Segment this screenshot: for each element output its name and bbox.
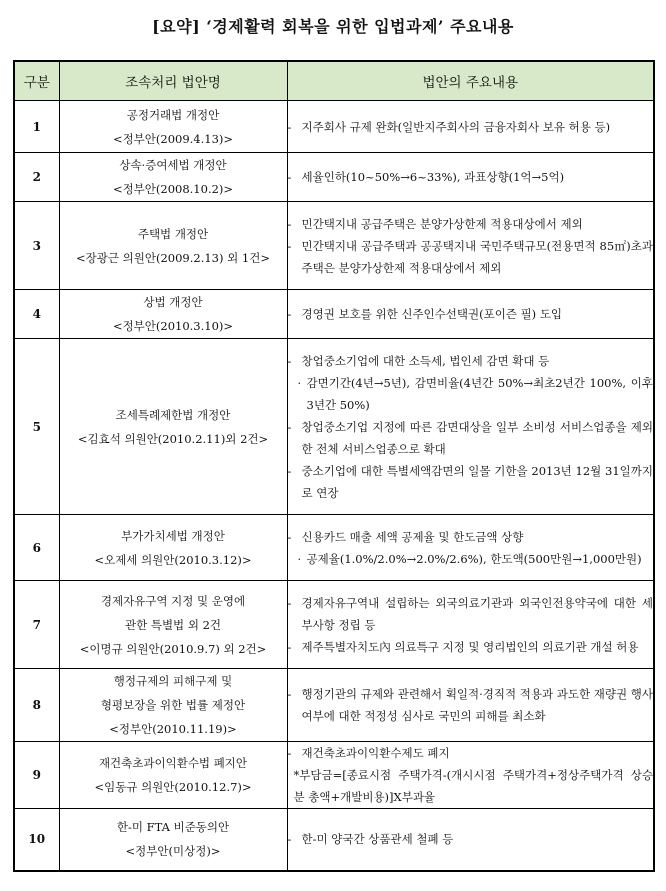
bill-name-cell xyxy=(59,339,287,515)
content-item xyxy=(288,828,654,850)
header-bill: 조속처리 법안명 xyxy=(59,61,287,101)
table-row xyxy=(14,339,654,515)
header-num: 구분 xyxy=(14,61,59,101)
content-subitem xyxy=(288,372,654,416)
row-number: 1 xyxy=(14,101,59,153)
bill-content-cell xyxy=(287,669,654,742)
table-row xyxy=(14,669,654,742)
content-text: 한-미 양국간 상품관세 철폐 등 xyxy=(301,832,454,847)
table-row xyxy=(14,153,654,202)
content-item xyxy=(288,213,654,235)
content-text: 경영권 보호를 위한 신주인수선택권(포이즌 필) 도입 xyxy=(301,307,563,321)
table-row xyxy=(14,581,654,669)
bill-name-line: <정부안(2008.10.2)> xyxy=(112,182,234,196)
bill-name-line: 주택법 개정안 xyxy=(137,226,209,241)
content-text: 창업중소기업에 대한 소득세, 법인세 감면 확대 등 xyxy=(301,353,550,368)
table-row xyxy=(14,742,654,809)
bill-name-line: 형평보장을 위한 법률 제정안 xyxy=(100,698,246,712)
bill-name-cell xyxy=(59,742,287,809)
row-number: 8 xyxy=(14,669,59,742)
middle-dot-bullet: · xyxy=(297,551,302,566)
row-number: 2 xyxy=(14,153,59,202)
bill-content-cell xyxy=(287,153,654,202)
bill-content-cell xyxy=(287,290,654,339)
bill-content-cell xyxy=(287,515,654,581)
dash-bullet: - xyxy=(287,463,292,478)
row-number: 3 xyxy=(14,202,59,290)
bill-name-line: 경제자유구역 지정 및 운영에 xyxy=(100,593,246,608)
content-text: 감면기간(4년→5년), 감면비율(4년간 50%→최초2년간 100%, 이후 3년간 50%) xyxy=(306,375,653,412)
dash-bullet: - xyxy=(287,832,292,847)
bill-name-line: <오제세 의원안(2010.3.12)> xyxy=(94,552,252,567)
bill-content-cell xyxy=(287,202,654,290)
dash-bullet: - xyxy=(287,419,292,434)
bill-name-cell xyxy=(59,153,287,202)
bill-content-cell xyxy=(287,101,654,153)
content-item xyxy=(288,416,654,460)
content-item xyxy=(288,742,654,764)
bill-name-line: 관한 특별법 외 2건 xyxy=(124,617,222,632)
bill-name-cell xyxy=(59,669,287,742)
bill-name-line: 재건축초과이익환수법 폐지안 xyxy=(98,756,248,770)
bill-content-cell xyxy=(287,809,654,871)
content-text: 세율인하(10~50%→6~33%), 과표상향(1억→5억) xyxy=(301,170,565,184)
dash-bullet: - xyxy=(287,307,292,321)
bill-name-line: 부가가치세법 개정안 xyxy=(121,528,225,543)
row-number: 4 xyxy=(14,290,59,339)
bill-name-line: 상속·증여세법 개정안 xyxy=(119,158,227,172)
row-number: 6 xyxy=(14,515,59,581)
dash-bullet: - xyxy=(287,746,292,760)
bill-name-line: <정부안(2010.3.10)> xyxy=(112,319,234,333)
bill-name-line: <정부안(2009.4.13)> xyxy=(112,131,234,146)
bill-name-line: <김효석 의원안(2010.2.11)외 2건> xyxy=(77,431,269,446)
bill-name-cell xyxy=(59,202,287,290)
table-row xyxy=(14,202,654,290)
content-item xyxy=(288,683,654,727)
dash-bullet: - xyxy=(287,170,292,184)
bill-name-line: <장광근 의원안(2009.2.13) 외 1건> xyxy=(76,250,270,265)
row-number: 7 xyxy=(14,581,59,669)
bill-name-cell xyxy=(59,809,287,871)
table-row xyxy=(14,101,654,153)
bill-name-cell xyxy=(59,290,287,339)
dash-bullet: - xyxy=(287,238,292,253)
bill-name-line: 공정거래법 개정안 xyxy=(126,107,220,122)
content-text: 민간택지내 공급주택과 공공택지내 국민주택규모(전용면적 85㎡)초과 주택은 분양가상한제 적용대상에서 제외 xyxy=(301,238,653,275)
content-item xyxy=(288,235,654,279)
middle-dot-bullet: · xyxy=(297,375,302,390)
dash-bullet: - xyxy=(287,595,292,610)
page-title: [요약] ‘경제활력 회복을 위한 입법과제’ 주요내용 xyxy=(152,17,514,36)
bill-name-line: 상법 개정안 xyxy=(143,295,203,309)
bill-name-line: <임동규 의원안(2010.12.7)> xyxy=(94,780,252,794)
dash-bullet: - xyxy=(287,353,292,368)
dash-bullet: - xyxy=(287,639,292,654)
dash-bullet: - xyxy=(287,687,292,701)
row-number: 9 xyxy=(14,742,59,809)
bill-name-line: 행정규제의 피해구제 및 xyxy=(113,674,233,688)
content-text: 제주특별자치도內 의료특구 지정 및 영리법인의 의료기관 개설 허용 xyxy=(301,639,639,654)
content-item xyxy=(288,116,654,138)
row-number: 10 xyxy=(14,809,59,871)
content-text: 재건축초과이익환수제도 폐지 xyxy=(301,746,450,760)
table-row xyxy=(14,809,654,871)
content-item xyxy=(288,526,654,548)
content-item xyxy=(288,592,654,636)
bill-content-cell xyxy=(287,339,654,515)
bill-content-cell xyxy=(287,742,654,809)
dash-bullet: - xyxy=(287,119,292,134)
bill-name-cell xyxy=(59,101,287,153)
content-item xyxy=(288,303,654,325)
header-content: 법안의 주요내용 xyxy=(287,61,654,101)
content-text: 공제율(1.0%/2.0%→2.0%/2.6%), 한도액(500만원→1,000만원) xyxy=(306,551,642,566)
table-body xyxy=(14,101,654,871)
content-note: *부담금=[종료시점 주택가격-(개시시점 주택가격+정상주택가격 상승분 총액+개발비용)]X부과율 xyxy=(293,768,653,804)
content-item xyxy=(288,166,654,188)
summary-table xyxy=(13,60,655,872)
content-item xyxy=(288,636,654,658)
content-text: 중소기업에 대한 특별세액감면의 일몰 기한을 2013년 12월 31일까지로 연장 xyxy=(301,463,653,500)
dash-bullet: - xyxy=(287,529,292,544)
bill-name-line: <정부안(미상정)> xyxy=(125,844,221,859)
content-subitem xyxy=(288,548,654,570)
content-text: 신용카드 매출 세액 공제율 및 한도금액 상향 xyxy=(301,529,524,544)
bill-name-line: <이명규 의원안(2010.9.7) 외 2건> xyxy=(79,641,267,656)
row-number: 5 xyxy=(14,339,59,515)
table-header-row xyxy=(14,61,654,101)
content-item xyxy=(288,350,654,372)
content-text: 경제자유구역내 설립하는 외국의료기관과 외국인전용약국에 대한 세부사항 정립 등 xyxy=(301,595,653,632)
bill-name-line: 조세특례제한법 개정안 xyxy=(115,407,231,422)
content-text: 지주회사 규제 완화(일반지주회사의 금융자회사 보유 허용 등) xyxy=(301,119,611,134)
bill-name-cell xyxy=(59,581,287,669)
content-text: 창업중소기업 지정에 따른 감면대상을 일부 소비성 서비스업종을 제외한 전체 서비스업종으로 확대 xyxy=(301,419,653,456)
bill-name-line: <정부안(2010.11.19)> xyxy=(109,722,237,736)
content-text: 민간택지내 공급주택은 분양가상한제 적용대상에서 제외 xyxy=(301,216,583,231)
content-text: 행정기관의 규제와 관련해서 획일적·경직적 적용과 과도한 재량권 행사여부에 대한 적정성 심사로 국민의 피해를 최소화 xyxy=(301,687,653,723)
content-item xyxy=(288,460,654,504)
dash-bullet: - xyxy=(287,216,292,231)
table-row xyxy=(14,515,654,581)
bill-name-line: 한-미 FTA 비준동의안 xyxy=(116,820,230,835)
bill-name-cell xyxy=(59,515,287,581)
bill-content-cell xyxy=(287,581,654,669)
table-row xyxy=(14,290,654,339)
